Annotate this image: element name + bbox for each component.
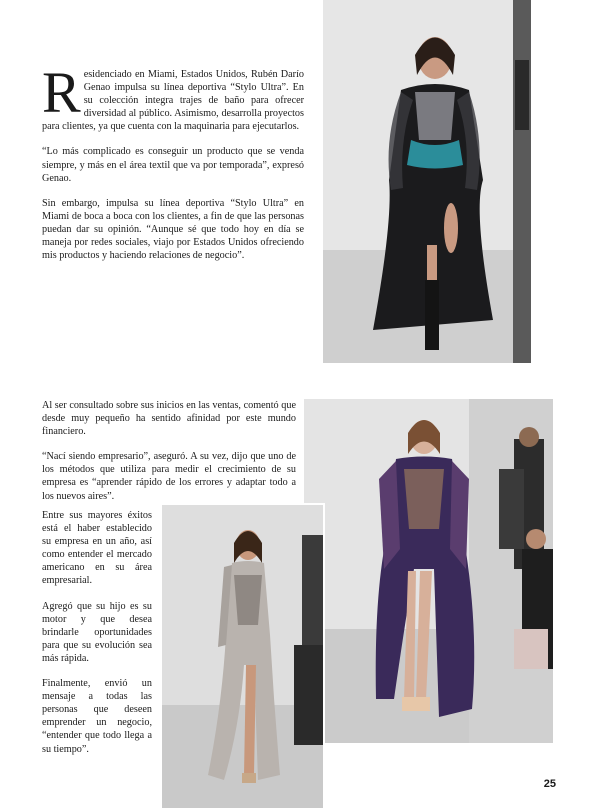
article-paragraph: Finalmente, envió un mensaje a todas las personas que deseen emprender un negocio, “entender que todo llega a su tiempo”. bbox=[42, 678, 152, 755]
article-text-block-top bbox=[42, 60, 304, 274]
runway-photo-sequin-gown bbox=[304, 399, 553, 743]
article-paragraph: Sin embargo, impulsa su línea deportiva “Stylo Ultra” en Miami de boca a boca con los clientes, a fin de que las personas puedan dar su opinión. “Aunque sé que todo hoy en día se maneja por redes sociales, viajo por Estados Unidos ofreciendo mis productos y haciendo relaciones de negocio”. bbox=[42, 197, 304, 262]
article-paragraph: “Lo más complicado es conseguir un producto que se venda siempre, y más en el área textil que va por temporada”, expresó Genao. bbox=[42, 146, 304, 184]
article-paragraph: Entre sus mayores éxitos está el haber establecido su empresa en un año, así como entender el mercado americano en su área empresarial. bbox=[42, 510, 152, 587]
page-number: 25 bbox=[543, 778, 556, 790]
runway-photo-black-gown bbox=[323, 0, 531, 363]
article-text-block-middle bbox=[42, 399, 296, 515]
article-text-block-narrow bbox=[42, 509, 152, 768]
runway-photo-silver-gown bbox=[162, 505, 323, 808]
article-paragraph: “Nací siendo empresario”, aseguró. A su vez, dijo que uno de los métodos que utiliza para medir el crecimiento de su empresa es “aprender rápido de los errores y adaptar todo a los nuevos aires”. bbox=[42, 451, 296, 502]
article-paragraph bbox=[42, 60, 304, 133]
article-paragraph: Agregó que su hijo es su motor y que desea brindarle oportunidades para que su evolución sea más rápida. bbox=[42, 600, 152, 664]
article-paragraph: Al ser consultado sobre sus inicios en las ventas, comentó que desde muy pequeño ha sentido afinidad por este mundo financiero. bbox=[42, 400, 296, 438]
article-paragraph-text: esidenciado en Miami, Estados Unidos, Rubén Darío Genao impulsa su línea deportiva “Stylo Ultra”. En su colección integra trajes de baño para ofrecer diversidad al público. Asimismo, desarrolla proyectos para clientes, ya que cuenta con la maquinaria para ejecutarlos. bbox=[42, 69, 304, 133]
drop-cap: R bbox=[42, 60, 81, 125]
